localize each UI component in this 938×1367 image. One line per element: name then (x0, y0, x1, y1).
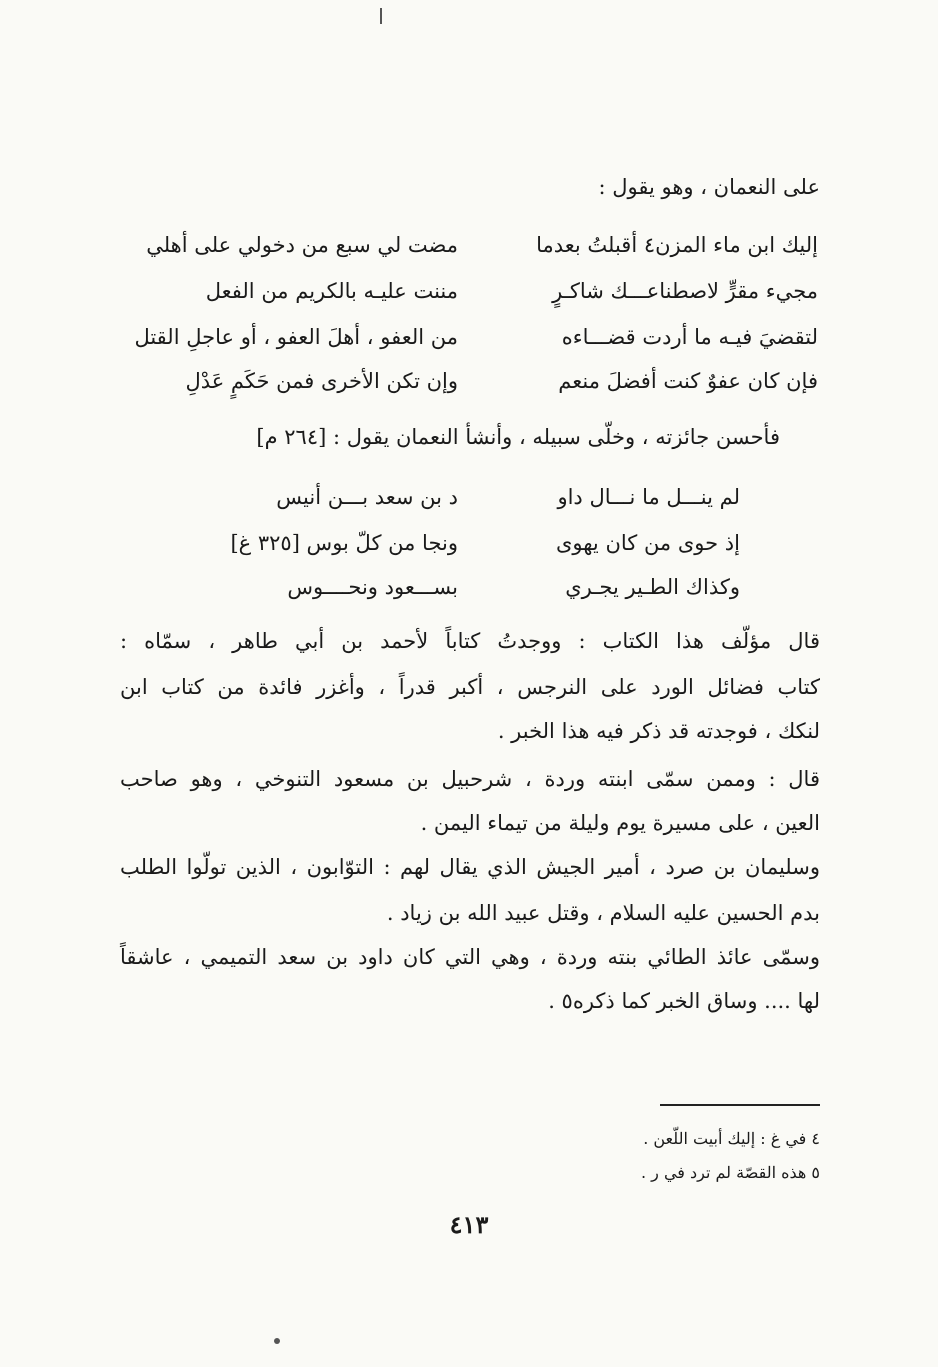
intro-line: على النعمان ، وهو يقول : (598, 175, 820, 199)
verse-3-first-hemistich: لتقضيَ فيـه ما أردت قضـــاءه (561, 325, 818, 349)
poem-2-verse-1-first: لم ينـــل ما نـــال داو (557, 485, 740, 509)
verse-4-second-hemistich: وإن تكن الأخرى فمن حَكَمٍ عَدْلِ (185, 369, 458, 393)
paragraph-1-line-3: لنكك ، فوجدته قد ذكر فيه هذا الخبر . (497, 719, 820, 743)
verse-1-first-hemistich: إليك ابن ماء المزن٤ أقبلتُ بعدما (536, 233, 818, 257)
paragraph-3-line-2: بدم الحسين عليه السلام ، وقتل عبيد الله بن زياد . (386, 901, 820, 925)
verse-1-second-hemistich: مضت لي سبع من دخولي على أهلي (146, 233, 458, 257)
paragraph-2-line-1: قال : وممن سمّى ابنته وردة ، شرحبيل بن مسعود التنوخي ، وهو صاحب (120, 767, 820, 791)
paragraph-1-line-2: كتاب فضائل الورد على النرجس ، أكبر قدراً ، وأغزر فائدة من كتاب ابن (120, 675, 820, 699)
verse-2-first-hemistich: مجيء مقرٍّ لاصطناعـــك شاكـرٍ (552, 279, 818, 303)
page-number: ٤١٣ (449, 1210, 489, 1239)
poem-2-verse-2-first: إذ حوى من كان يهوى (555, 531, 740, 555)
verse-4-first-hemistich: فإن كان عفوٌ كنت أفضلَ منعم (558, 369, 818, 393)
top-mark (380, 8, 382, 24)
footnote-rule (660, 1104, 820, 1106)
poem-2-verse-1-second: د بن سعد بـــن أنيس (276, 485, 458, 509)
bottom-dot (274, 1338, 280, 1344)
poem-2-verse-3-second: بســـعود ونحــــوس (287, 575, 458, 599)
footnote-4: ٤ في غ : إليك أبيت اللّعن . (643, 1129, 820, 1148)
verse-3-second-hemistich: من العفو ، أهلَ العفو ، أو عاجلِ القتل (134, 325, 458, 349)
paragraph-4-line-1: وسمّى عائذ الطائي بنته وردة ، وهي التي كان داود بن سعد التميمي ، عاشقاً (120, 945, 820, 969)
paragraph-1-line-1: قال مؤلّف هذا الكتاب : ووجدتُ كتاباً لأحمد بن أبي طاهر ، سمّاه : (120, 629, 820, 653)
poem-2-verse-3-first: وكذاك الطـير يجـري (565, 575, 740, 599)
paragraph-2-line-2: العين ، على مسيرة يوم وليلة من تيماء اليمن . (420, 811, 820, 835)
footnote-5: ٥ هذه القصّة لم ترد في ر . (640, 1163, 820, 1182)
poem-2-verse-2-second: ونجا من كلّ بوس [٣٢٥ غ] (230, 531, 458, 555)
verse-2-second-hemistich: مننت عليـه بالكريم من الفعل (205, 279, 458, 303)
mid-line: فأحسن جائزته ، وخلّى سبيله ، وأنشأ النعمان يقول : [٢٦٤ م] (256, 425, 780, 449)
paragraph-3-line-1: وسليمان بن صرد ، أمير الجيش الذي يقال لهم : التوّابون ، الذين تولّوا الطلب (120, 855, 820, 879)
paragraph-4-line-2: لها .... وساق الخبر كما ذكره٥ . (548, 989, 820, 1013)
